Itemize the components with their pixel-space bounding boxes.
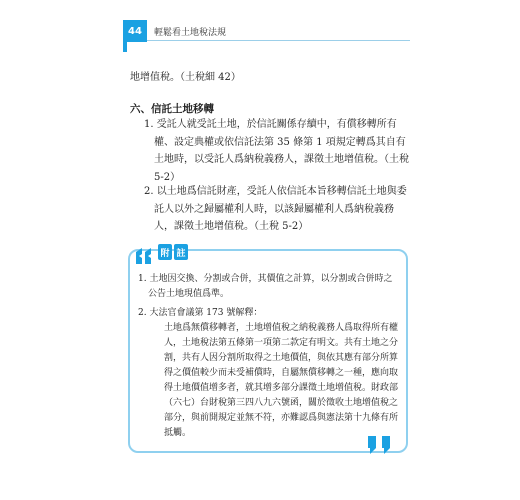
running-header-title: 輕鬆看土地稅法規 [154,28,227,38]
continued-paragraph: 地增值稅。（土稅細 42） [130,72,241,83]
note-item [138,306,400,441]
note-item-text: 2. 大法官會議第 173 號解釋： [138,308,263,318]
note-tab-char: 註 [174,244,188,260]
list-item: 2. 以土地爲信託財產，受託人依信託本旨移轉信託土地與委託人以外之歸屬權利人時，以該歸屬權利人爲納稅義務人，課徵土地增值稅。（土稅 5-2） [144,186,407,232]
note-item-text: 1. 土地因交換、分割或合併，其價值之計算，以分割或合併時之公告土地現值爲準。 [138,274,393,299]
note-item [138,272,400,302]
list-item: 1. 受託人就受託土地，於信託關係存續中，有償移轉所有權、設定典權或依信託法第 35 條第 1 項規定轉爲其自有土地時，以受託人爲納稅義務人，課徵土地增值稅。（土稅 5-2） [144,119,409,183]
note-list [138,272,400,445]
section-heading: 六、信託土地移轉 [130,103,214,115]
note-tab-char: 附 [158,244,172,260]
open-quote-icon [134,246,154,270]
page-number-badge: 44 [123,20,147,42]
header-divider [147,40,410,41]
note-tab [158,244,188,260]
note-item-detail: 土地爲無償移轉者，土地增值稅之納稅義務人爲取得所有權人，土地稅法第五條第一項第二款定有明文。共有土地之分割，共有人因分割所取得之土地價值，與依其應有部分所算得之價值較少而未受補償時，自屬無償移轉之一種，應向取得土地價值增多者，就其增多部分課徵土地增值稅。財政部（六七）台財稅第三四八九六號函，關於徵收土地增值稅之部分，與前開規定並無不符，亦難認爲與憲法第十九條有所抵觸。 [164,323,399,438]
close-quote-icon [366,432,398,458]
header-accent-bar [123,42,127,52]
